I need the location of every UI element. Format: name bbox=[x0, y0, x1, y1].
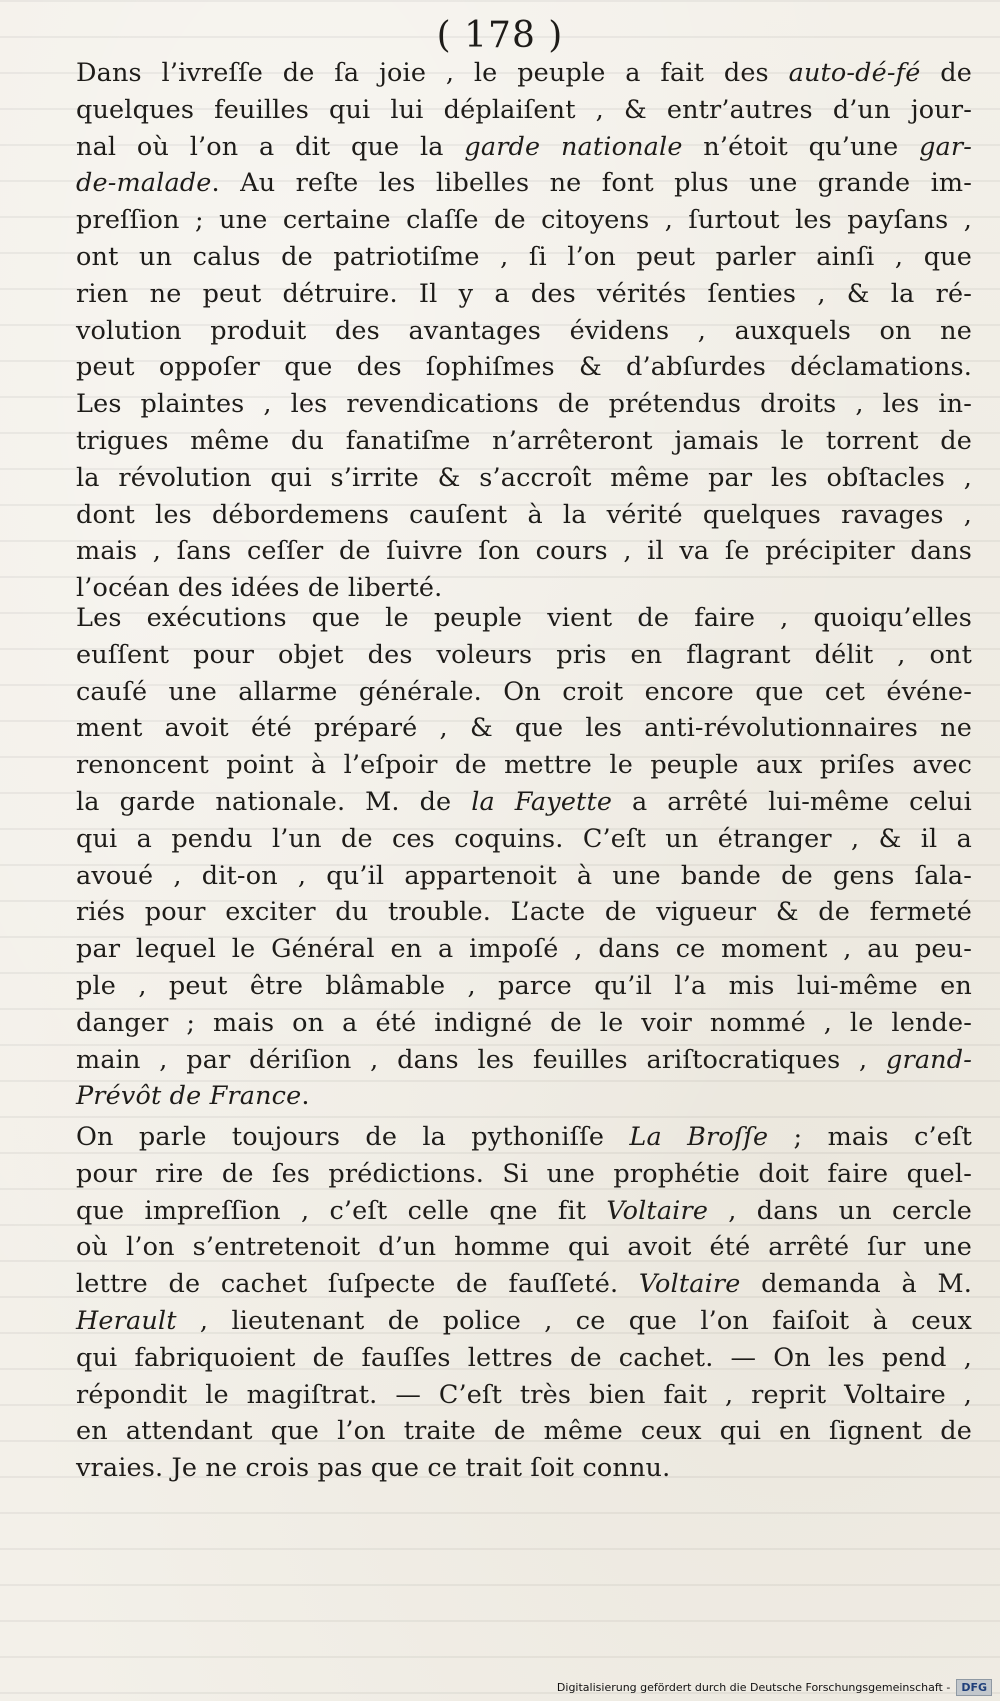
text-run: demanda à M. bbox=[740, 1269, 973, 1300]
text-run: riés pour exciter du trouble. L’acte de vigueur & de fermeté bbox=[76, 897, 972, 928]
text-line bbox=[76, 460, 972, 497]
text-run: a arrêté lui-même celui bbox=[612, 786, 972, 817]
italic-text: Voltaire bbox=[638, 1269, 741, 1300]
text-line bbox=[76, 239, 972, 276]
text-run: , lieutenant de police , ce que l’on faiſoit à ceux bbox=[176, 1305, 972, 1336]
text-run: ment avoit été préparé , & que les anti-révolutionnaires ne bbox=[76, 713, 972, 744]
italic-text: Herault bbox=[76, 1305, 177, 1336]
text-line bbox=[76, 533, 972, 570]
text-run: dont les débordemens cauſent à la vérité quelques ravages , bbox=[76, 499, 972, 530]
text-run: de bbox=[920, 58, 972, 88]
text-line bbox=[76, 894, 972, 931]
paragraph-3 bbox=[76, 1119, 972, 1487]
text-line bbox=[76, 674, 972, 711]
digitization-footer bbox=[557, 1677, 992, 1697]
text-line bbox=[76, 1042, 972, 1079]
footer-credit-text: Digitalisierung gefördert durch die Deutsche Forschungsgemeinschaft - bbox=[556, 1680, 951, 1694]
text-line bbox=[76, 55, 972, 92]
text-line bbox=[76, 1450, 972, 1487]
text-run: . Au reſte les libelles ne font plus une grande im- bbox=[211, 168, 972, 199]
text-line bbox=[76, 349, 972, 386]
text-line bbox=[76, 821, 972, 858]
text-line bbox=[76, 165, 972, 202]
text-line bbox=[76, 1303, 972, 1340]
text-run: Les plaintes , les revendications de prétendus droits , les in- bbox=[76, 389, 972, 420]
text-line bbox=[76, 1119, 972, 1156]
text-line bbox=[76, 784, 972, 821]
text-line bbox=[76, 1078, 972, 1115]
italic-text: Prévôt de France bbox=[76, 1081, 302, 1112]
text-run: euſſent pour objet des voleurs pris en flagrant délit , ont bbox=[76, 639, 972, 670]
text-line bbox=[76, 1413, 972, 1450]
text-run: où l’on s’entretenoit d’un homme qui avoit été arrêté ſur une bbox=[76, 1232, 972, 1263]
text-line bbox=[76, 423, 972, 460]
text-line bbox=[76, 710, 972, 747]
italic-text: garde nationale bbox=[464, 131, 683, 162]
text-run: l’océan des idées de liberté. bbox=[76, 573, 443, 604]
text-run: preſſion ; une certaine claſſe de citoyens , ſurtout les payſans , bbox=[76, 205, 972, 236]
text-run: quelques feuilles qui lui déplaiſent , & entr’autres d’un jour- bbox=[76, 94, 972, 125]
italic-text: La Broſſe bbox=[629, 1122, 769, 1152]
text-line bbox=[76, 968, 972, 1005]
text-run: Dans l’ivreſſe de ſa joie , le peuple a fait des bbox=[76, 58, 789, 88]
text-line bbox=[76, 92, 972, 129]
text-line bbox=[76, 497, 972, 534]
text-line bbox=[76, 1377, 972, 1414]
text-run: que impreſſion , c’eſt celle qne fit bbox=[76, 1195, 607, 1226]
text-line bbox=[76, 1193, 972, 1230]
text-run: qui fabriquoient de fauſſes lettres de cachet. — On les pend , bbox=[76, 1342, 972, 1373]
text-run: avoué , dit-on , qu’il appartenoit à une bande de gens ſala- bbox=[76, 860, 972, 891]
italic-text: auto-dé-fé bbox=[788, 58, 921, 88]
text-run: pour rire de ſes prédictions. Si une prophétie doit faire quel- bbox=[76, 1158, 972, 1189]
italic-text: grand- bbox=[886, 1044, 972, 1075]
text-line bbox=[76, 931, 972, 968]
italic-text: gar- bbox=[919, 131, 972, 162]
text-run: trigues même du fanatiſme n’arrêteront jamais le torrent de bbox=[76, 425, 972, 456]
text-line bbox=[76, 1005, 972, 1042]
text-run: ; mais c’eſt bbox=[768, 1122, 972, 1152]
text-run: main , par dériſion , dans les feuilles ariſtocratiques , bbox=[76, 1044, 887, 1075]
text-line bbox=[76, 313, 972, 350]
text-run: danger ; mais on a été indigné de le voir nommé , le lende- bbox=[76, 1007, 972, 1038]
text-line bbox=[76, 747, 972, 784]
text-run: renoncent point à l’eſpoir de mettre le peuple aux priſes avec bbox=[76, 750, 972, 781]
paragraph-2 bbox=[76, 600, 972, 1115]
text-line bbox=[76, 129, 972, 166]
text-line bbox=[76, 1266, 972, 1303]
page-number: ( 178 ) bbox=[436, 15, 564, 56]
text-run: On parle toujours de la pythoniſſe bbox=[76, 1122, 630, 1152]
text-line bbox=[76, 1229, 972, 1266]
text-line bbox=[76, 1340, 972, 1377]
text-run: n’étoit qu’une bbox=[682, 131, 920, 162]
text-run: mais , ſans ceſſer de ſuivre ſon cours , il va ſe précipiter dans bbox=[76, 536, 972, 567]
text-line bbox=[76, 276, 972, 313]
text-run: qui a pendu l’un de ces coquins. C’eſt un étranger , & il a bbox=[76, 823, 972, 854]
italic-text: Voltaire bbox=[606, 1195, 709, 1226]
text-run: la garde nationale. M. de bbox=[76, 786, 472, 817]
paragraph-1 bbox=[76, 55, 972, 607]
text-line bbox=[76, 202, 972, 239]
text-line bbox=[76, 637, 972, 674]
dfg-logo: DFG bbox=[956, 1679, 992, 1696]
text-line bbox=[76, 600, 972, 637]
italic-text: la Fayette bbox=[471, 786, 613, 817]
text-run: ple , peut être blâmable , parce qu’il l’a mis lui-même en bbox=[76, 970, 972, 1001]
italic-text: de-malade bbox=[76, 168, 212, 199]
text-run: répondit le magiſtrat. — C’eſt très bien fait , reprit Voltaire , bbox=[76, 1379, 972, 1410]
text-run: par lequel le Général en a impoſé , dans ce moment , au peu- bbox=[76, 934, 972, 965]
text-run: lettre de cachet ſuſpecte de fauſſeté. bbox=[76, 1269, 639, 1300]
text-run: vraies. Je ne crois pas que ce trait ſoit connu. bbox=[76, 1453, 671, 1484]
text-run: , dans un cercle bbox=[708, 1195, 972, 1226]
text-run: nal où l’on a dit que la bbox=[76, 131, 465, 162]
text-line bbox=[76, 386, 972, 423]
text-run: en attendant que l’on traite de même ceux qui en ſignent de bbox=[76, 1416, 972, 1447]
text-run: cauſé une allarme générale. On croit encore que cet événe- bbox=[76, 676, 972, 707]
text-line bbox=[76, 1156, 972, 1193]
text-run: peut oppoſer que des ſophiſmes & d’abſurdes déclamations. bbox=[76, 352, 972, 383]
text-run: rien ne peut détruire. Il y a des vérités ſenties , & la ré- bbox=[76, 278, 972, 309]
text-run: Les exécutions que le peuple vient de faire , quoiqu’elles bbox=[76, 603, 972, 633]
text-run: volution produit des avantages évidens , auxquels on ne bbox=[76, 315, 972, 346]
text-run: la révolution qui s’irrite & s’accroît même par les obſtacles , bbox=[76, 462, 972, 493]
text-run: . bbox=[301, 1081, 310, 1112]
text-run: ont un calus de patriotiſme , ſi l’on peut parler ainſi , que bbox=[76, 241, 972, 272]
text-line bbox=[76, 858, 972, 895]
